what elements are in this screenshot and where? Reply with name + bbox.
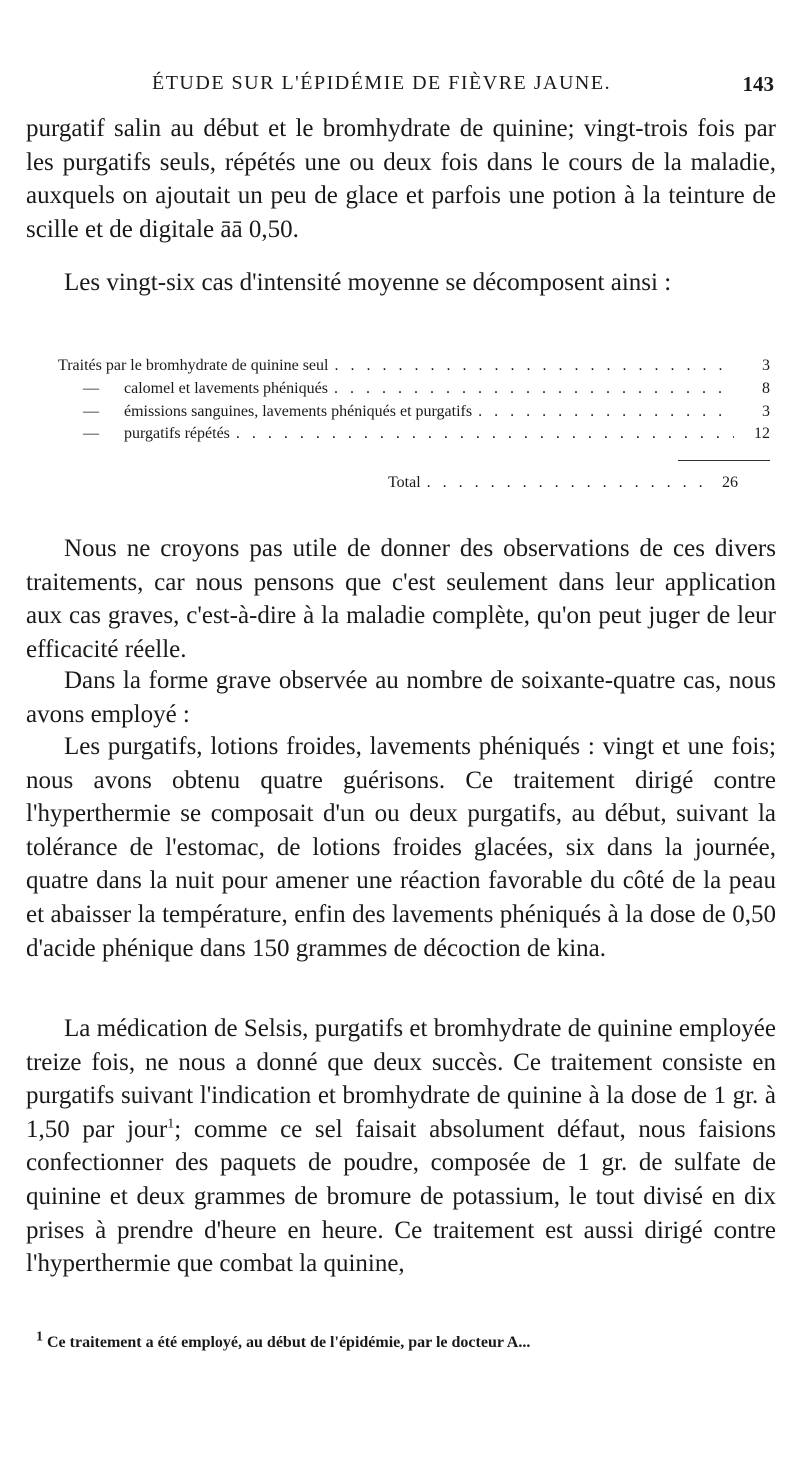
row-prefix: — (83, 379, 99, 397)
total-rule (678, 460, 770, 461)
row-value: 8 (762, 379, 770, 397)
dot-leader (478, 401, 734, 424)
dot-leader (427, 474, 702, 492)
row-label: émissions sanguines, lavements phéniqués et purgatifs (124, 402, 473, 420)
row-value: 3 (762, 402, 770, 420)
paragraph-6-text-b: ; comme ce sel faisait absolument défaut, nous faisions confectionner des paquets de poudre, composée de 1 gr. de sulfate de quinine et deux grammes de bromure de potassium, le tout divisé en dix prises à prendre d'heure en heure. Ce traitement est aussi dirigé contre l'hyperthermie que combat la quinine, (26, 1115, 776, 1278)
dot-leader (236, 423, 734, 446)
row-prefix: — (83, 402, 99, 420)
row-label: purgatifs répétés (124, 425, 230, 443)
footnote-mark: 1 (36, 1329, 43, 1345)
page-number: 143 (742, 72, 774, 96)
dot-leader (334, 355, 734, 378)
book-page (26, 0, 776, 1470)
running-title: ÉTUDE SUR L'ÉPIDÉMIE DE FIÈVRE JAUNE. (152, 72, 612, 94)
table-row (58, 378, 770, 401)
row-label: calomel et lavements phéniqués (124, 379, 328, 397)
paragraph-1: purgatif salin au début et le bromhydrate de quinine; vingt-trois fois par les purgatifs seuls, répétés une ou deux fois dans le cours de la maladie, auxquels on ajoutait un peu de glace et parfois une potion à la teinture de scille et de digitale āā 0,50. (26, 115, 776, 243)
row-prefix: — (83, 425, 99, 443)
paragraph-2: Les vingt-six cas d'intensité moyenne se décomposent ainsi : (64, 269, 672, 296)
table-total (388, 474, 738, 492)
footnote-text: Ce traitement a été employé, au début de l'épidémie, par le docteur A... (47, 1334, 531, 1351)
paragraph-4: Dans la forme grave observée au nombre de soixante-quatre cas, nous avons employé : (26, 667, 776, 728)
row-value: 3 (762, 357, 770, 374)
footnote (36, 1329, 766, 1352)
page-header (26, 72, 776, 106)
treatment-table (58, 355, 770, 446)
total-value: 26 (722, 474, 738, 491)
row-prefix: Traités par (58, 357, 127, 374)
paragraph-3: Nous ne croyons pas utile de donner des observations de ces divers traitements, car nous pensons que c'est seulement dans leur application aux cas graves, c'est-à-dire à la maladie complète, qu'on peut juger de leur efficacité réelle. (26, 535, 776, 663)
table-row (58, 401, 770, 424)
paragraph-5: Les purgatifs, lotions froides, lavements phéniqués : vingt et une fois; nous avons obtenu quatre guérisons. Ce traitement dirigé contre l'hyperthermie se composait d'un ou deux purgatifs, au début, suivant la tolérance de l'estomac, de lotions froides glacées, six dans la journée, quatre dans la nuit pour amener une réaction favorable du côté de la peau et abaisser la température, enfin des lavements phéniqués à la dose de 0,50 d'acide phénique dans 150 grammes de décoction de kina. (26, 733, 776, 962)
paragraph-6 (26, 1012, 776, 1281)
total-label: Total (388, 474, 421, 491)
dot-leader (334, 378, 734, 401)
row-label: le bromhydrate de quinine seul (130, 357, 329, 374)
row-value: 12 (754, 425, 770, 443)
paragraph-6-text-a: La médication de Selsis, purgatifs et bromhydrate de quinine employée treize fois, ne nous a donné que deux succès. Ce traitement consiste en purgatifs suivant l'indication et bromhydrate de quinine à la dose de 1 gr. à 1,50 par jour (26, 1015, 776, 1143)
table-row (58, 423, 770, 446)
table-row (58, 355, 770, 378)
footnote-reference: 1 (167, 1116, 175, 1132)
